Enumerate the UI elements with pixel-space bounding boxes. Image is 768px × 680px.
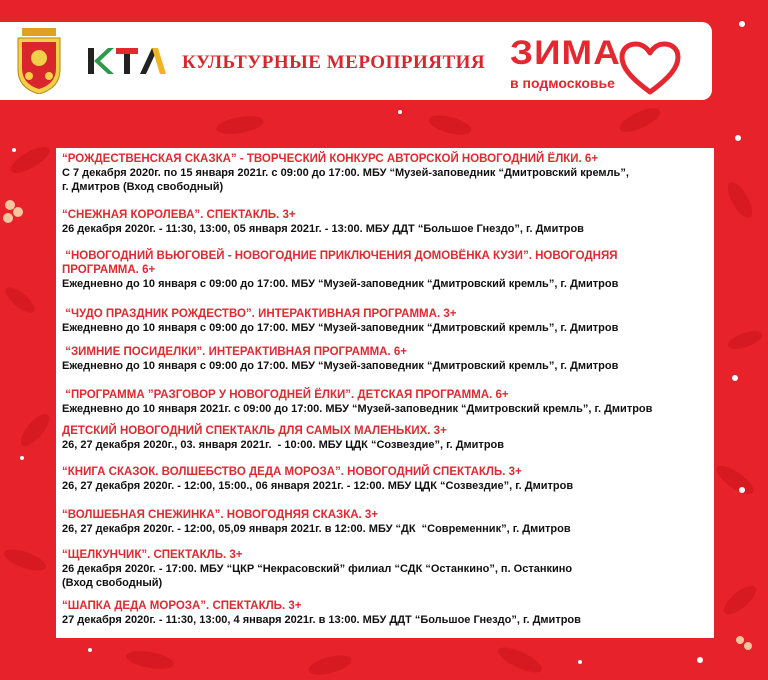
event-title: ДЕТСКИЙ НОВОГОДНИЙ СПЕКТАКЛЬ ДЛЯ САМЫХ МАЛЕНЬКИХ. 3+ bbox=[62, 425, 447, 437]
brand-word: ЗИМА bbox=[510, 34, 621, 72]
event-item bbox=[62, 208, 710, 236]
event-details: 26, 27 декабря 2020г. - 12:00, 15:00., 06 января 2021г. - 12:00. МБУ ЦДК “Созвездие”, г. Дмитров bbox=[62, 480, 574, 492]
event-title: “РОЖДЕСТВЕНСКАЯ СКАЗКА” - ТВОРЧЕСКИЙ КОНКУРС АВТОРСКОЙ НОВОГОДНИЙ ЁЛКИ. 6+ bbox=[62, 153, 599, 165]
event-details: 26, 27 декабря 2020г. - 12:00, 05,09 января 2021г. в 12:00. МБУ “ДК “Современник”, г. Дмитров bbox=[62, 523, 571, 535]
events-panel bbox=[56, 148, 714, 638]
event-title: “ВОЛШЕБНАЯ СНЕЖИНКА”. НОВОГОДНЯЯ СКАЗКА. 3+ bbox=[62, 509, 379, 521]
event-details: Ежедневно до 10 января с 09:00 до 17:00. МБУ “Музей-заповедник “Дмитровский кремль”, г. Дмитров bbox=[62, 360, 619, 372]
event-title: “НОВОГОДНИЙ ВЬЮГОВЕЙ - НОВОГОДНИЕ ПРИКЛЮЧЕНИЯ ДОМОВЁНКА КУЗИ”. НОВОГОДНЯЯ ПРОГРАММА. 6+ bbox=[62, 250, 618, 276]
event-item bbox=[62, 249, 710, 291]
event-title: “ШАПКА ДЕДА МОРОЗА”. СПЕКТАКЛЬ. 3+ bbox=[62, 600, 302, 612]
event-item bbox=[62, 345, 710, 373]
event-item bbox=[62, 548, 710, 590]
event-details: Ежедневно до 10 января с 09:00 до 17:00. МБУ “Музей-заповедник “Дмитровский кремль”, г. Дмитров bbox=[62, 322, 619, 334]
event-details: Ежедневно до 10 января 2021г. с 09:00 до 17:00. МБУ “Музей-заповедник “Дмитровский кремль”, г. Дмитров bbox=[62, 403, 653, 415]
event-title: “ЩЕЛКУНЧИК”. СПЕКТАКЛЬ. 3+ bbox=[62, 549, 243, 561]
event-item bbox=[62, 307, 710, 335]
event-details: 27 декабря 2020г. - 11:30, 13:00, 4 января 2021г. в 13:00. МБУ ДДТ “Большое Гнездо”, г. Дмитров bbox=[62, 614, 581, 626]
coat-of-arms-icon bbox=[14, 28, 64, 94]
kta-logo-icon bbox=[88, 48, 166, 74]
event-details: 26 декабря 2020г. - 11:30, 13:00, 05 января 2021г. - 13:00. МБУ ДДТ “Большое Гнездо”, г. Дмитров bbox=[62, 223, 584, 235]
event-details: С 7 декабря 2020г. по 15 января 2021г. с 09:00 до 17:00. МБУ “Музей-заповедник “Дмитровский кремль”, г. Дмитров (Вход свободный) bbox=[62, 167, 629, 193]
event-item bbox=[62, 508, 710, 536]
header-banner bbox=[0, 22, 712, 100]
event-item bbox=[62, 465, 710, 493]
event-details: Ежедневно до 10 января с 09:00 до 17:00. МБУ “Музей-заповедник “Дмитровский кремль”, г. Дмитров bbox=[62, 278, 619, 290]
brand-subtitle: в подмосковье bbox=[510, 75, 615, 91]
page-title: КУЛЬТУРНЫЕ МЕРОПРИЯТИЯ bbox=[182, 52, 486, 73]
event-item bbox=[62, 388, 710, 416]
event-details: 26 декабря 2020г. - 17:00. МБУ “ЦКР “Некрасовский” филиал “СДК “Останкино”, п. Останкино (Вход свободный) bbox=[62, 563, 573, 589]
event-item bbox=[62, 599, 710, 627]
event-title: “ЗИМНИЕ ПОСИДЕЛКИ”. ИНТЕРАКТИВНАЯ ПРОГРАММА. 6+ bbox=[62, 346, 407, 358]
event-details: 26, 27 декабря 2020г., 03. января 2021г. - 10:00. МБУ ЦДК “Созвездие”, г. Дмитров bbox=[62, 439, 505, 451]
event-title: “ПРОГРАММА ”РАЗГОВОР У НОВОГОДНЕЙ ЁЛКИ”. ДЕТСКАЯ ПРОГРАММА. 6+ bbox=[62, 389, 509, 401]
event-item bbox=[62, 152, 710, 194]
event-title: “СНЕЖНАЯ КОРОЛЕВА”. СПЕКТАКЛЬ. 3+ bbox=[62, 209, 296, 221]
event-title: “КНИГА СКАЗОК. ВОЛШЕБСТВО ДЕДА МОРОЗА”. НОВОГОДНИЙ СПЕКТАКЛЬ. 3+ bbox=[62, 466, 522, 478]
event-title: “ЧУДО ПРАЗДНИК РОЖДЕСТВО”. ИНТЕРАКТИВНАЯ ПРОГРАММА. 3+ bbox=[62, 308, 457, 320]
event-item bbox=[62, 424, 710, 452]
heart-icon bbox=[618, 40, 682, 96]
